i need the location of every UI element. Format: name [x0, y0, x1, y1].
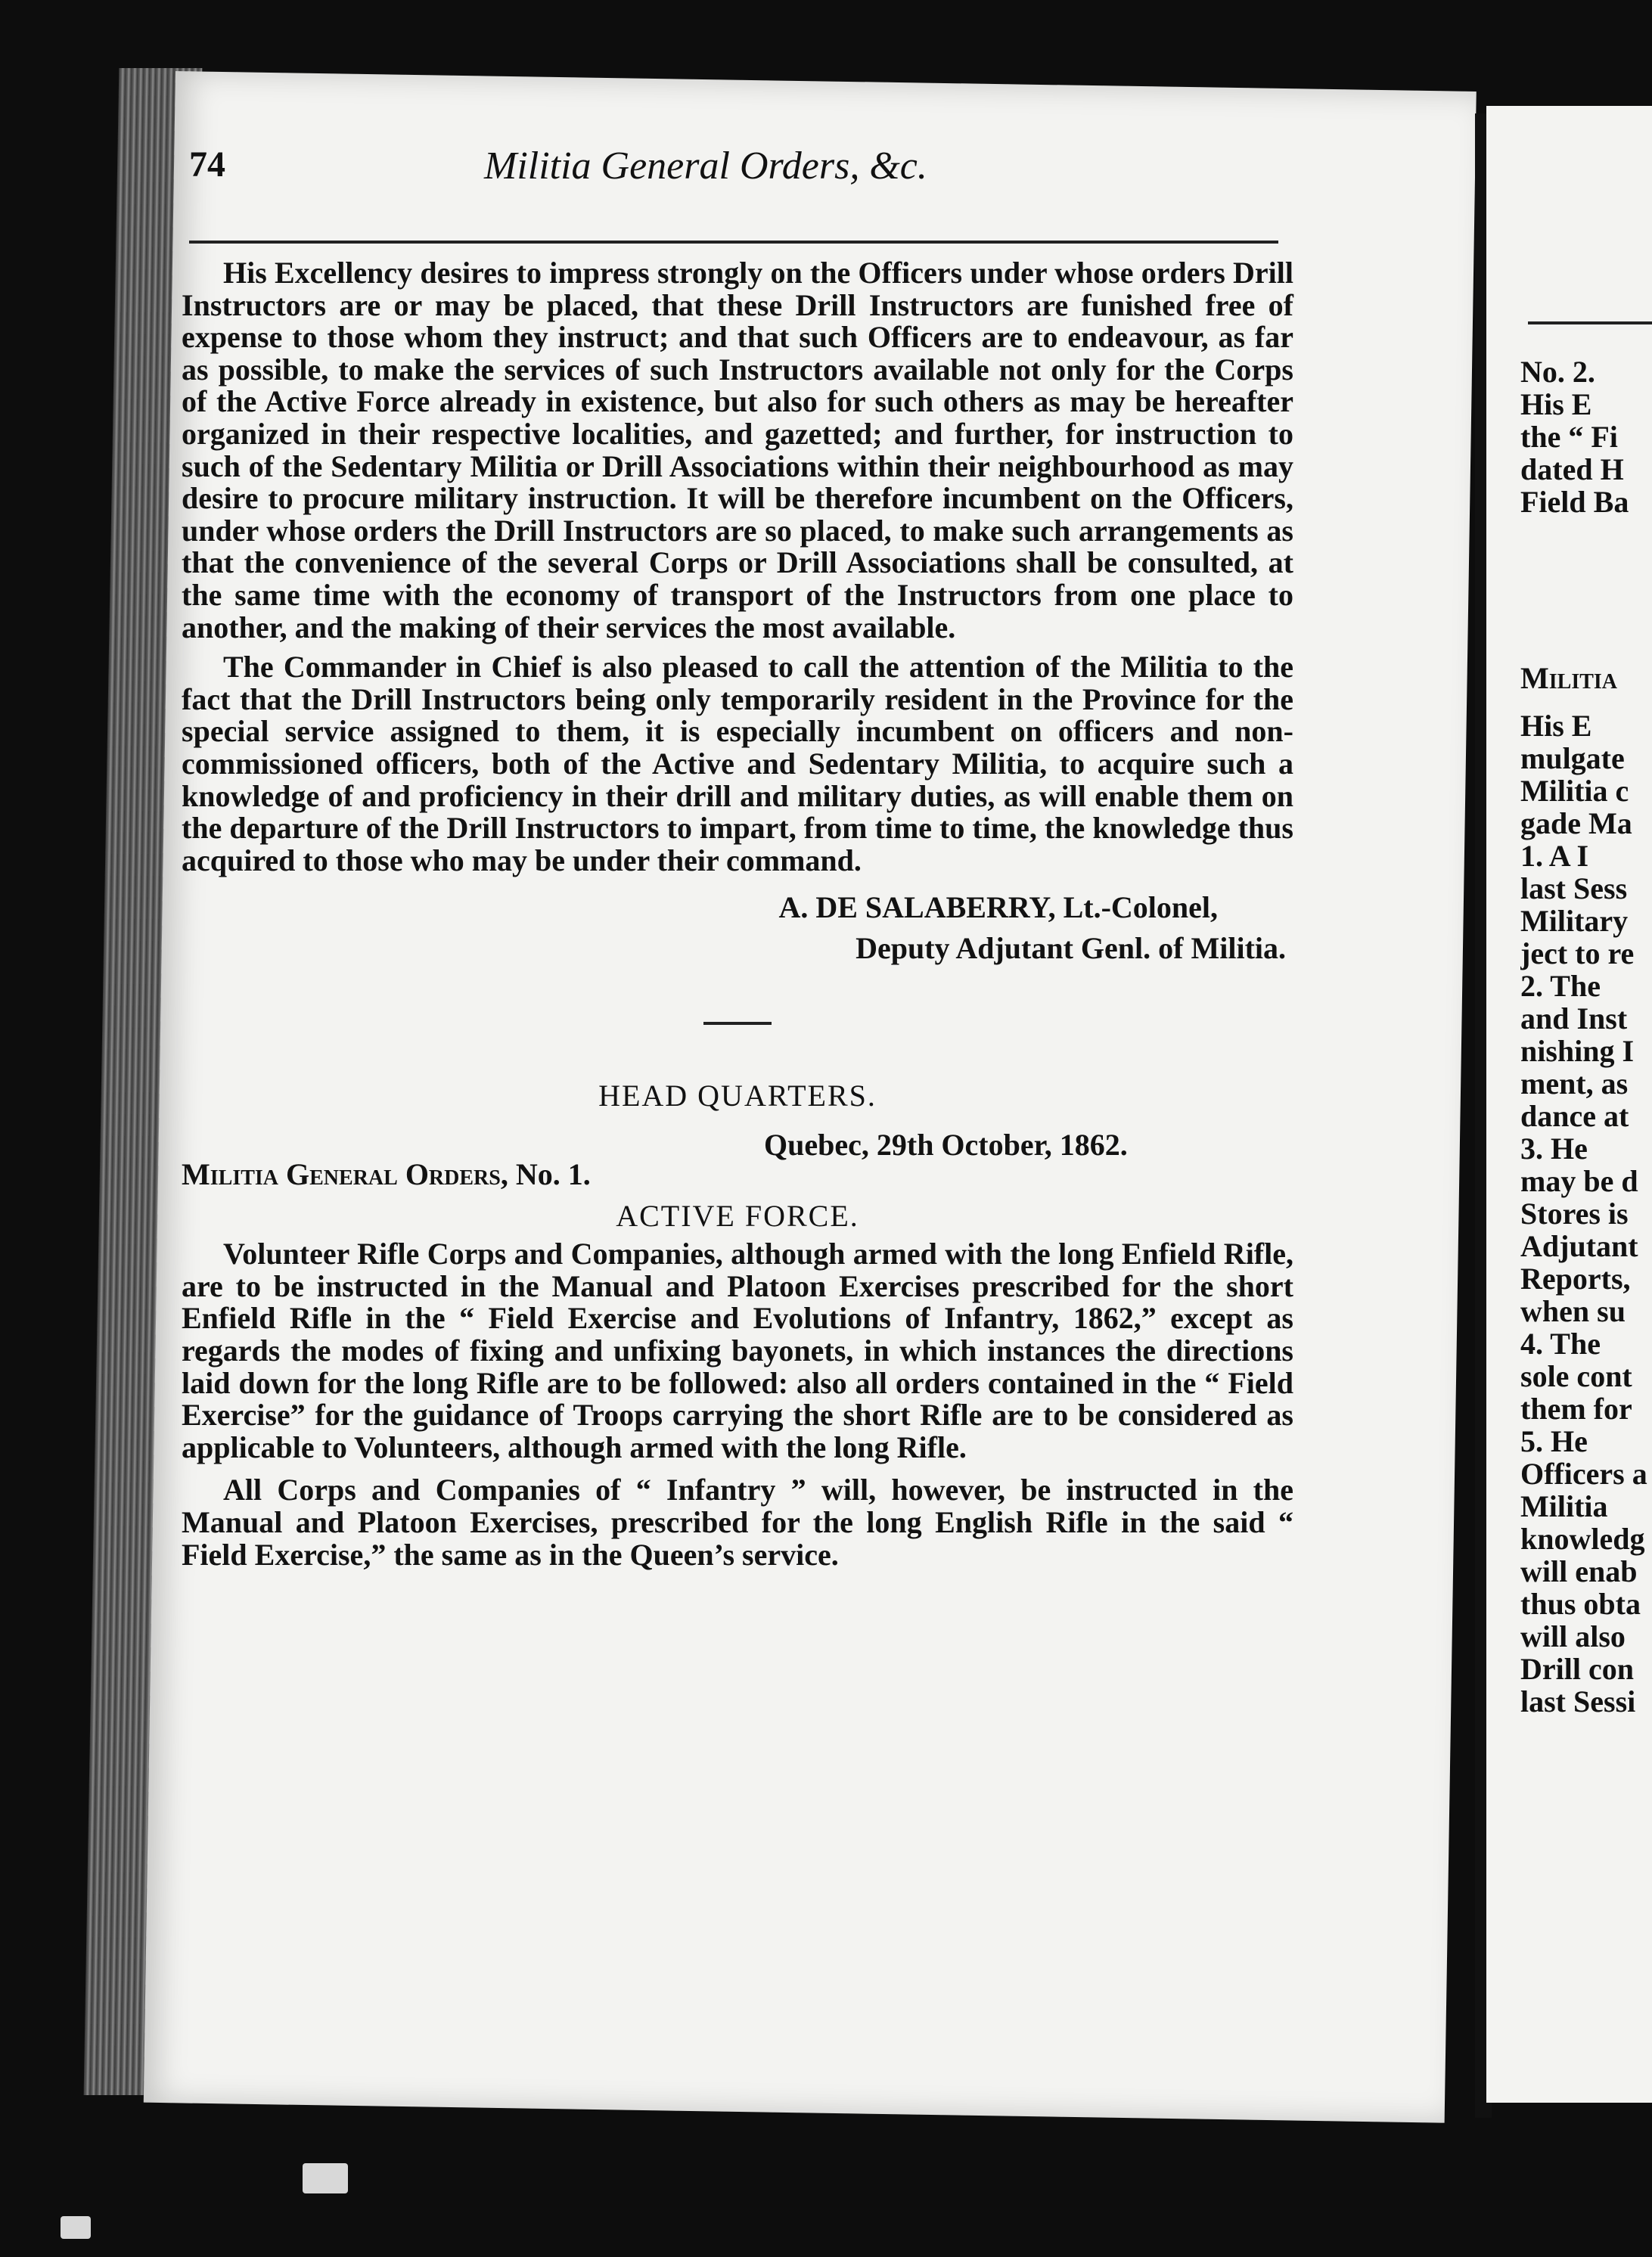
order-number: No. 1.	[515, 1157, 591, 1192]
order-subheading: ACTIVE FORCE.	[616, 1199, 859, 1234]
right-page-header-rule	[1528, 321, 1652, 324]
right-fragment: Field Ba	[1520, 485, 1629, 519]
signature-title: Deputy Adjutant Genl. of Militia.	[856, 931, 1286, 966]
dust-speck	[61, 2216, 91, 2239]
right-fragment: 1. A I	[1520, 839, 1589, 873]
right-fragment: Drill con	[1520, 1652, 1634, 1686]
right-fragment: Militia c	[1520, 774, 1629, 808]
right-fragment: 5. He	[1520, 1424, 1588, 1458]
paragraph-commander: The Commander in Chief is also pleased to call the attention of the Militia to the fact that the Drill Instructors being only temporarily resident in the Province for the special service assigned to them, it is especially incumbent on officers and non-commissioned officers, both of the Active and Sedentary Militia, to acquire such a knowledge of and proficiency in their drill and military duties, as will enable them on the departure of the Drill Instructors to impart, from time to time, the knowledge thus acquired to those who may be under their command.	[182, 650, 1293, 877]
right-fragment: 3. He	[1520, 1132, 1588, 1166]
right-fragment: His E	[1520, 709, 1592, 743]
right-fragment: sole cont	[1520, 1359, 1632, 1393]
right-fragment: ject to re	[1520, 936, 1635, 970]
right-fragment: Reports,	[1520, 1262, 1631, 1296]
right-fragment: ment, as	[1520, 1066, 1629, 1101]
right-fragment: Officers a	[1520, 1457, 1647, 1491]
right-fragment: Military	[1520, 904, 1629, 938]
right-fragment: gade Ma	[1520, 806, 1632, 840]
right-fragment: the “ Fi	[1520, 420, 1618, 454]
right-fragment: Adjutant	[1520, 1229, 1638, 1263]
right-heading-fragment: Militia	[1520, 661, 1618, 695]
right-fragment: may be d	[1520, 1164, 1638, 1198]
paragraph-instructors: His Excellency desires to impress strongly on the Officers under whose orders Drill Instructors are or may be placed, that these Drill Instructors are funished free of expense to those whom they instruct; and that such Officers are to endeavour, as far as possible, to make the services of such Instructors available not only for the Corps of the Active Force already in existence, but also for such others as may be hereafter organized in their respective localities, and gazetted; and further, for instruction to such of the Sedentary Militia or Drill Associations within their neighbourhood as may desire to procure military instruction. It will be therefore incumbent on the Officers, under whose orders the Drill Instructors are so placed, to make such arrangements as that the convenience of the several Corps or Drill Associations shall be consulted, at the same time with the economy of transport of the Instructors from one place to another, and the making of their services the most available.	[182, 256, 1293, 644]
right-fragment: last Sess	[1520, 871, 1628, 905]
right-fragment: No. 2.	[1520, 355, 1595, 389]
right-fragment: Stores is	[1520, 1197, 1629, 1231]
right-fragment: thus obta	[1520, 1587, 1641, 1621]
order-date: Quebec, 29th October, 1862.	[764, 1128, 1128, 1163]
page-number: 74	[189, 144, 225, 185]
right-fragment: mulgate	[1520, 741, 1625, 775]
right-fragment: His E	[1520, 387, 1592, 421]
paragraph-volunteer-rifle: Volunteer Rifle Corps and Companies, although armed with the long Enfield Rifle, are to be instructed in the Manual and Platoon Exercises prescribed for the short Enfield Rifle in the “ Field Exercise and Evolutions of Infantry, 1862,” except as regards the modes of fixing and unfixing bayonets, in which instances the directions laid down for the long Rifle are to be followed: also all orders contained in the “ Field Exercise” for the guidance of Troops carrying the short Rifle are to be considered as applicable to Volunteers, although armed with the long Rifle.	[182, 1237, 1293, 1464]
right-fragment: dated H	[1520, 452, 1624, 486]
right-fragment: 2. The	[1520, 969, 1601, 1003]
right-page-column	[1520, 355, 1652, 1718]
right-fragment: will also	[1520, 1619, 1626, 1653]
right-fragment: will enab	[1520, 1554, 1638, 1588]
right-fragment: 4. The	[1520, 1327, 1601, 1361]
header-rule	[189, 241, 1278, 244]
paragraph-infantry: All Corps and Companies of “ Infantry ” will, however, be instructed in the Manual and Platoon Exercises, prescribed for the long English Rifle in the said “ Field Exercise,” the same as in the Queen’s service.	[182, 1473, 1293, 1572]
main-text	[182, 257, 1293, 1571]
page-header	[189, 129, 1286, 227]
right-fragment: them for	[1520, 1392, 1632, 1426]
right-fragment: and Inst	[1520, 1001, 1628, 1035]
right-fragment: last Sessi	[1520, 1684, 1636, 1718]
dust-speck	[303, 2163, 348, 2193]
right-fragment: nishing I	[1520, 1034, 1635, 1068]
running-head: Militia General Orders, &c.	[484, 144, 927, 188]
order-prefix: Militia General Orders,	[182, 1157, 508, 1192]
section-divider	[703, 1022, 772, 1025]
right-fragment: knowledg	[1520, 1522, 1645, 1556]
right-fragment: Militia	[1520, 1489, 1608, 1523]
right-fragment: when su	[1520, 1294, 1626, 1328]
section-heading: HEAD QUARTERS.	[598, 1079, 877, 1113]
right-fragment: dance at	[1520, 1099, 1629, 1133]
signature-block	[182, 887, 1286, 969]
signature-name: A. DE SALABERRY, Lt.-Colonel,	[778, 890, 1218, 925]
